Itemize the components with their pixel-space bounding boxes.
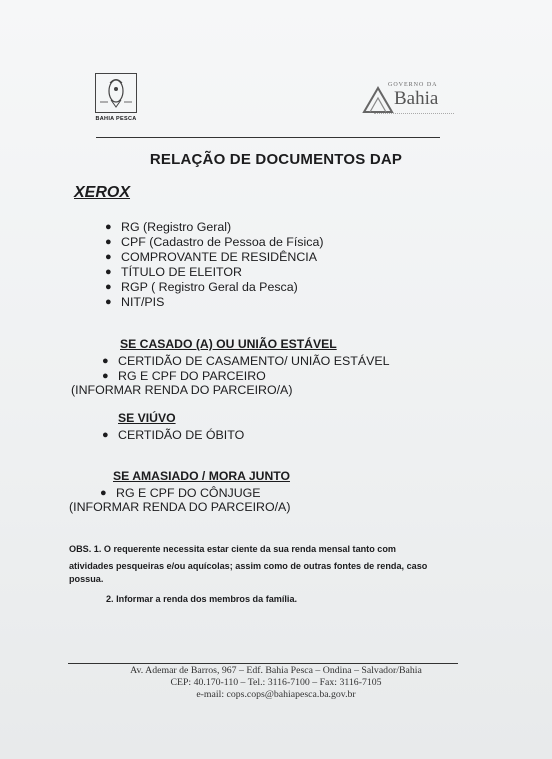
casado-heading: SE CASADO (A) OU UNIÃO ESTÁVEL [120, 337, 337, 351]
bahia-triangle-icon [362, 86, 396, 114]
obs-line-1: OBS. 1. O requerente necessita estar ciente da sua renda mensal tanto com [69, 544, 396, 554]
amasiado-note: (INFORMAR RENDA DO PARCEIRO/A) [69, 500, 291, 514]
right-logo-tagline [374, 113, 454, 116]
right-logo-top: GOVERNO DA [388, 82, 438, 88]
bullet-icon: ● [102, 429, 109, 441]
bullet-icon: ● [105, 236, 112, 248]
bullet-icon: ● [105, 251, 112, 263]
bullet-icon: ● [100, 487, 107, 499]
footer-phones: CEP: 40.170-110 – Tel.: 3116-7100 – Fax: 3116-7105 [170, 677, 382, 688]
amasiado-heading: SE AMASIADO / MORA JUNTO [113, 469, 290, 483]
list-item: CPF (Cadastro de Pessoa de Física) [121, 235, 324, 249]
footer-email: e-mail: cops.cops@bahiapesca.ba.gov.br [196, 689, 356, 700]
list-item: RG E CPF DO PARCEIRO [118, 369, 266, 383]
list-item: NIT/PIS [121, 295, 165, 309]
bullet-icon: ● [105, 281, 112, 293]
left-logo-caption: BAHIA PESCA [95, 116, 137, 122]
list-item: RGP ( Registro Geral da Pesca) [121, 280, 298, 294]
obs-line-4: 2. Informar a renda dos membros da família. [106, 594, 298, 604]
bullet-icon: ● [102, 355, 109, 367]
list-item: RG E CPF DO CÔNJUGE [116, 486, 261, 500]
page-title: RELAÇÃO DE DOCUMENTOS DAP [149, 151, 403, 168]
obs-line-3: possua. [69, 574, 104, 584]
list-item: TÍTULO DE ELEITOR [121, 265, 242, 279]
xerox-heading: XEROX [74, 184, 131, 201]
right-logo-name: Bahia [394, 88, 439, 109]
header-divider [96, 137, 440, 138]
footer-divider [68, 663, 458, 664]
list-item: CERTIDÃO DE CASAMENTO/ UNIÃO ESTÁVEL [118, 354, 390, 368]
casado-note: (INFORMAR RENDA DO PARCEIRO/A) [71, 383, 293, 397]
bullet-icon: ● [105, 221, 112, 233]
list-item: COMPROVANTE DE RESIDÊNCIA [121, 250, 317, 264]
obs-line-2: atividades pesqueiras e/ou aquícolas; assim como de outras fontes de renda, caso [69, 561, 428, 571]
bullet-icon: ● [102, 370, 109, 382]
bullet-icon: ● [105, 266, 112, 278]
viuvo-heading: SE VIÚVO [118, 411, 176, 425]
governo-bahia-logo [362, 82, 462, 122]
fish-emblem-icon [95, 73, 137, 113]
list-item: CERTIDÃO DE ÓBITO [118, 428, 245, 442]
bahia-pesca-logo [93, 73, 139, 122]
bullet-icon: ● [105, 296, 112, 308]
list-item: RG (Registro Geral) [121, 220, 232, 234]
footer-address: Av. Ademar de Barros, 967 – Edf. Bahia Pesca – Ondina – Salvador/Bahia [130, 665, 422, 676]
